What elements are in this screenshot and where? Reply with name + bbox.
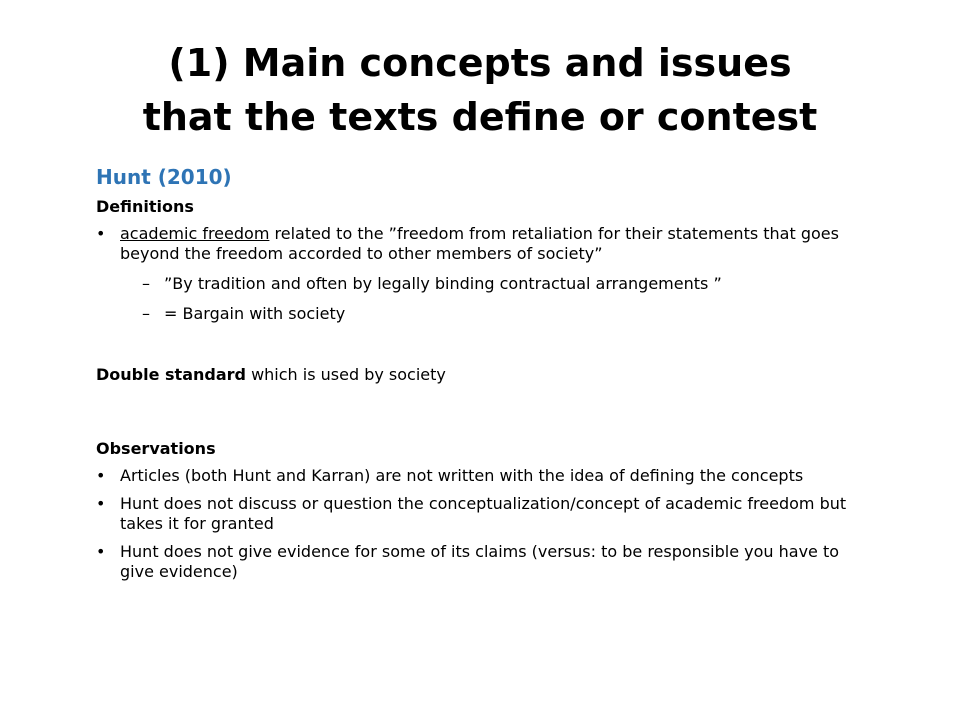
observation-text: Hunt does not discuss or question the conceptualization/concept of academic freedom but takes it for granted <box>120 494 847 533</box>
definition-text: related to the ”freedom from retaliation for their statements that goes beyond the freedom accorded to other members of society” <box>120 224 839 263</box>
definitions-list <box>96 224 876 324</box>
observations-label: Observations <box>96 439 216 458</box>
observation-text: Articles (both Hunt and Karran) are not written with the idea of defining the concepts <box>120 466 804 485</box>
bullet-icon: • <box>96 494 106 513</box>
title-line-1: (1) Main concepts and issues <box>168 41 792 85</box>
title-line-2: that the texts define or contest <box>142 95 818 139</box>
dash-icon: – <box>142 304 150 323</box>
spacer <box>96 334 876 364</box>
observation-item <box>96 494 876 534</box>
definition-bullet <box>96 224 876 324</box>
bullet-icon: • <box>96 542 106 561</box>
section-heading: Hunt (2010) <box>96 165 232 189</box>
double-standard-line <box>96 364 876 386</box>
term-academic-freedom: academic freedom <box>120 224 270 243</box>
observations-list <box>96 466 876 582</box>
slide-title <box>60 36 900 144</box>
slide-body <box>96 162 876 590</box>
bullet-icon: • <box>96 466 106 485</box>
definition-sub-list <box>120 274 876 324</box>
sub-item-bargain <box>120 304 876 324</box>
spacer <box>96 386 876 438</box>
observation-text: Hunt does not give evidence for some of its claims (versus: to be responsible you have to give evidence) <box>120 542 840 581</box>
observation-item <box>96 466 876 486</box>
double-standard-term: Double standard <box>96 365 246 384</box>
bullet-icon: • <box>96 224 106 243</box>
observation-item <box>96 542 876 582</box>
double-standard-text: which is used by society <box>245 365 446 384</box>
dash-icon: – <box>142 274 150 293</box>
sub-item-tradition <box>120 274 876 294</box>
sub-item-text: = Bargain with society <box>164 304 346 323</box>
sub-item-text: ”By tradition and often by legally binding contractual arrangements ” <box>164 274 722 293</box>
definitions-label: Definitions <box>96 197 194 216</box>
